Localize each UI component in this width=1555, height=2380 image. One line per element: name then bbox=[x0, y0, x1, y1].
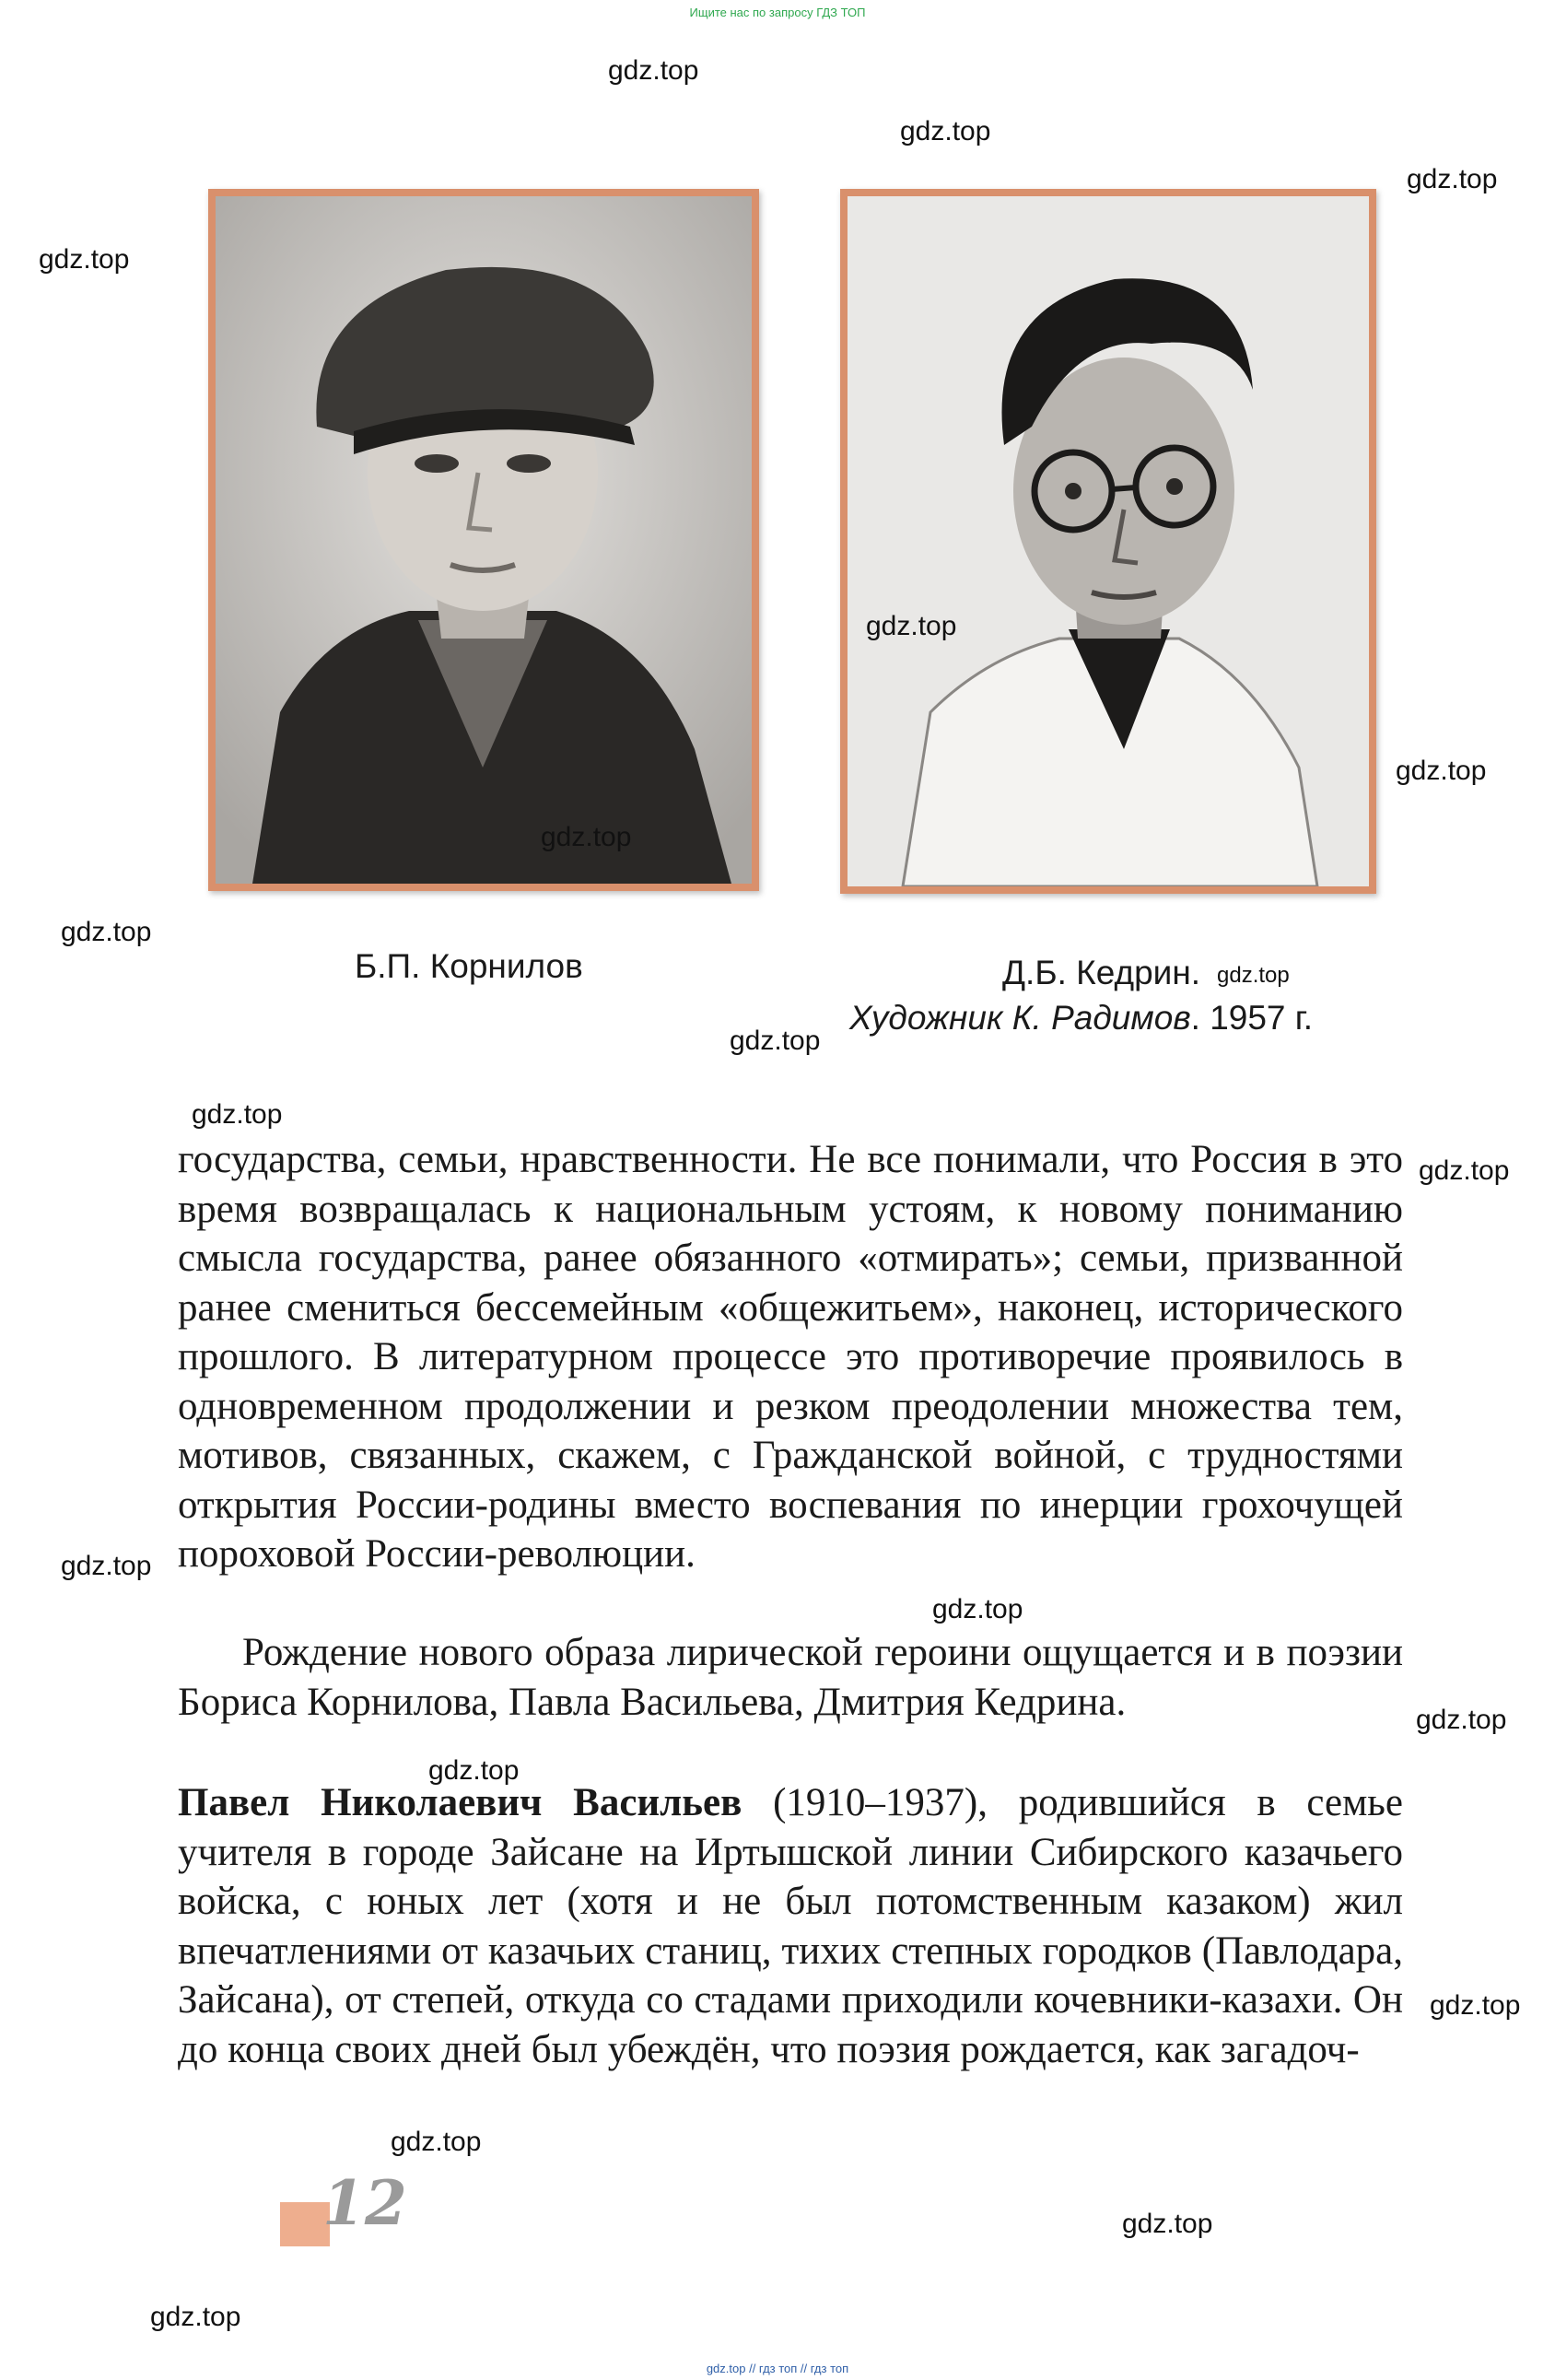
watermark: gdz.top bbox=[541, 822, 632, 852]
paragraph-2 bbox=[178, 1628, 1403, 1727]
watermark: gdz.top bbox=[391, 2127, 482, 2157]
person-name-vasiliev: Павел Николаевич Васильев bbox=[178, 1781, 742, 1824]
watermark: gdz.top bbox=[1217, 963, 1290, 988]
paragraph-3-text: (1910–1937), родившийся в семье учителя в городе Зайсане на Иртышской линии Сибирского казачьего войска, с юных лет (хотя и не был потомственным казаком) жил впечатлениями от казачьих станиц, тихих степных городков (Павлодара, Зайсана), от степей, откуда со стадами приходили кочевники-казахи. Он до конца своих дней был убеждён, что поэзия рождается, как загадоч- bbox=[178, 1781, 1403, 2071]
watermark: gdz.top bbox=[730, 1026, 821, 1056]
caption-artist-name: Художник К. Радимов bbox=[849, 999, 1191, 1037]
watermark: gdz.top bbox=[61, 1551, 152, 1581]
photo-kornilov bbox=[208, 189, 759, 891]
footer-note: gdz.top // гдз топ // гдз топ bbox=[706, 2362, 849, 2375]
watermark: gdz.top bbox=[192, 1099, 283, 1130]
photo-kedrin bbox=[840, 189, 1376, 894]
watermark: gdz.top bbox=[900, 116, 991, 147]
watermark: gdz.top bbox=[932, 1594, 1023, 1624]
page-number: 12 bbox=[322, 2167, 407, 2239]
paragraph-3 bbox=[178, 1778, 1403, 2074]
watermark: gdz.top bbox=[39, 244, 130, 275]
header-note: Ищите нас по запросу ГДЗ ТОП bbox=[689, 6, 866, 19]
watermark: gdz.top bbox=[1419, 1155, 1510, 1186]
watermark: gdz.top bbox=[1416, 1705, 1507, 1735]
portrait-kedrin-image bbox=[848, 196, 1369, 886]
paragraph-1: государства, семьи, нравственности. Не все понимали, что Россия в это время возвращалась к национальным устоям, к новому пониманию смысла государства, ранее обязанного «отмирать»; семьи, призванной ранее смениться бессемейным «общежитьем», наконец, исторического прошлого. В литературном процессе это противоречие проявилось в одновременном продолжении и резком преодолении множества тем, мотивов, связанных, скажем, с Гражданской войной, с трудностями открытия России-родины вместо воспевания по инерции грохочущей пороховой России-революции. bbox=[178, 1138, 1403, 1576]
watermark: gdz.top bbox=[1122, 2209, 1213, 2239]
portrait-kornilov-image bbox=[216, 196, 752, 884]
watermark: gdz.top bbox=[428, 1755, 520, 1786]
caption-year: . 1957 г. bbox=[1190, 999, 1314, 1037]
watermark: gdz.top bbox=[1430, 1990, 1521, 2021]
watermark: gdz.top bbox=[866, 611, 957, 641]
caption-kedrin-name: Д.Б. Кедрин. bbox=[1002, 954, 1201, 991]
caption-kornilov: Б.П. Корнилов bbox=[355, 947, 583, 985]
paragraph-2-text: Рождение нового образа лирической героини ощущается и в поэзии Бориса Корнилова, Павла Васильева, Дмитрия Кедрина. bbox=[178, 1631, 1403, 1724]
watermark: gdz.top bbox=[150, 2302, 241, 2332]
watermark: gdz.top bbox=[1396, 756, 1487, 786]
watermark: gdz.top bbox=[61, 917, 152, 947]
caption-kedrin-artist bbox=[849, 999, 1313, 1038]
watermark: gdz.top bbox=[608, 55, 699, 86]
watermark: gdz.top bbox=[1407, 164, 1498, 194]
